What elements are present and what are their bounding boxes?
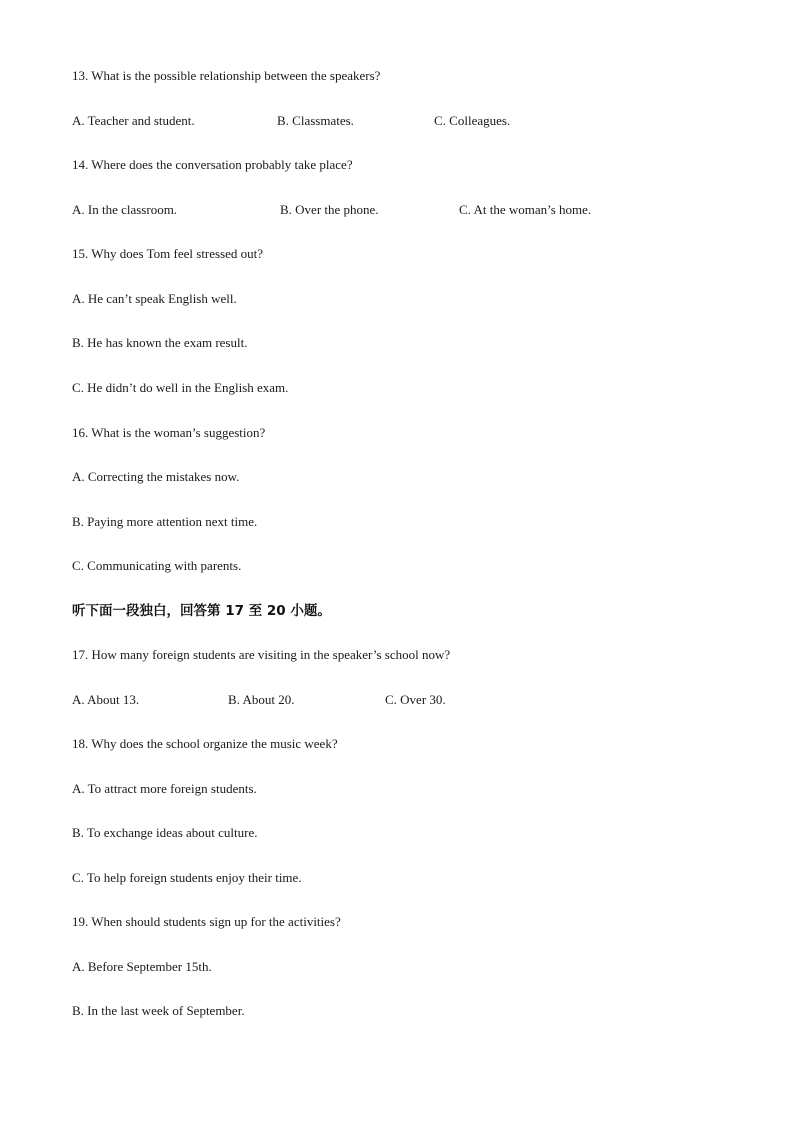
question-13: 13. What is the possible relationship between the speakers? — [72, 68, 381, 83]
question-13-option-a: A. Teacher and student. — [72, 113, 195, 128]
question-15-option-b: B. He has known the exam result. — [72, 335, 248, 350]
section-heading: 听下面一段独白，回答第 17 至 20 小题。 — [72, 603, 331, 619]
question-15-option-c: C. He didn’t do well in the English exam. — [72, 380, 289, 395]
question-16-option-c: C. Communicating with parents. — [72, 558, 242, 573]
question-13-option-b: B. Classmates. — [277, 113, 354, 128]
question-17-option-b: B. About 20. — [228, 692, 295, 707]
question-15: 15. Why does Tom feel stressed out? — [72, 246, 264, 261]
question-18-option-b: B. To exchange ideas about culture. — [72, 825, 258, 840]
question-14-option-a: A. In the classroom. — [72, 202, 178, 217]
question-16-option-a: A. Correcting the mistakes now. — [72, 469, 240, 484]
question-19-option-b: B. In the last week of September. — [72, 1003, 245, 1018]
question-17-option-c: C. Over 30. — [385, 692, 446, 707]
question-18-option-c: C. To help foreign students enjoy their time. — [72, 870, 302, 885]
question-16-option-b: B. Paying more attention next time. — [72, 514, 258, 529]
question-13-option-c: C. Colleagues. — [434, 113, 511, 128]
question-14-option-b: B. Over the phone. — [280, 202, 379, 217]
question-14-option-c: C. At the woman’s home. — [459, 202, 592, 217]
question-15-option-a: A. He can’t speak English well. — [72, 291, 237, 306]
question-14: 14. Where does the conversation probably take place? — [72, 157, 353, 172]
question-19-option-a: A. Before September 15th. — [72, 959, 212, 974]
question-18: 18. Why does the school organize the music week? — [72, 736, 338, 751]
question-17: 17. How many foreign students are visiting in the speaker’s school now? — [72, 647, 451, 662]
question-18-option-a: A. To attract more foreign students. — [72, 781, 257, 796]
question-19: 19. When should students sign up for the activities? — [72, 914, 341, 929]
question-17-option-a: A. About 13. — [72, 692, 140, 707]
question-16: 16. What is the woman’s suggestion? — [72, 425, 266, 440]
